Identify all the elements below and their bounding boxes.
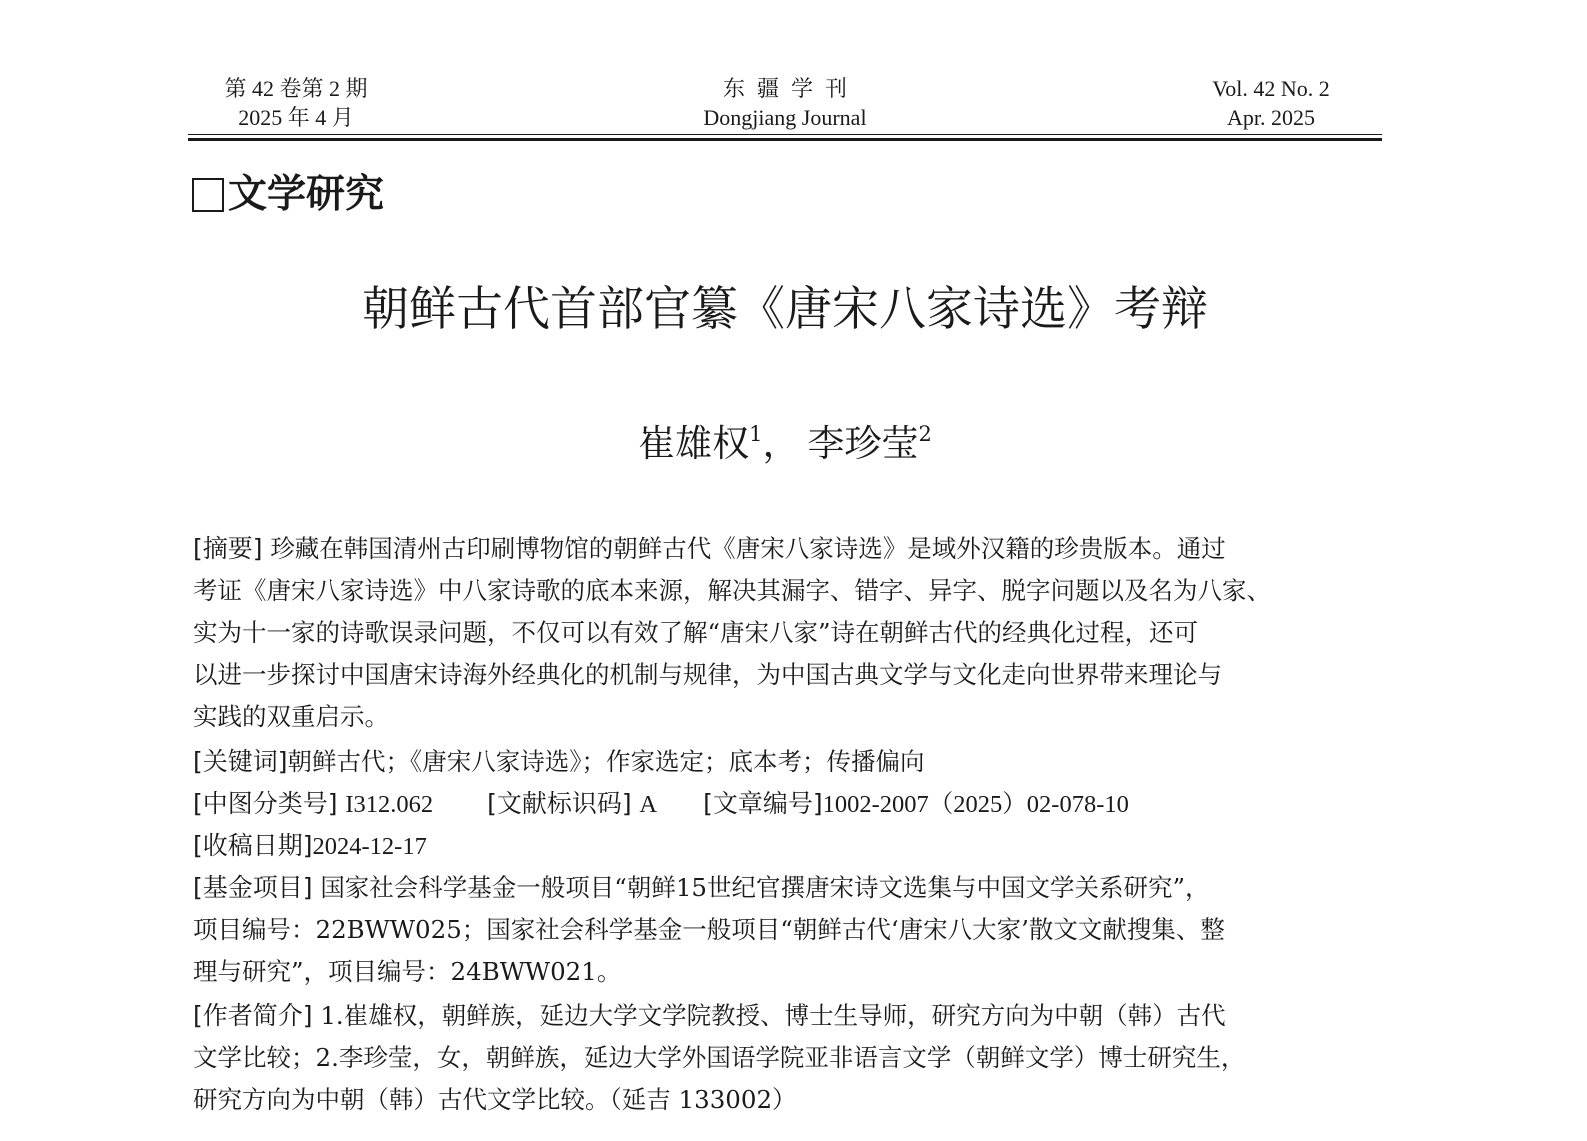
section-label: 文学研究 bbox=[228, 172, 385, 217]
section-box-icon bbox=[192, 178, 224, 212]
bio-line: 文学比较；2.李珍莹，女，朝鲜族，延边大学外国语学院亚非语言文学（朝鲜文学）博士研究生， bbox=[193, 1043, 1246, 1072]
issue-date-english: Apr. 2025 bbox=[1227, 105, 1315, 130]
document-code-value: A bbox=[639, 791, 658, 818]
author-list bbox=[188, 418, 1382, 470]
received-label: [收稿日期] bbox=[193, 831, 313, 860]
keywords bbox=[193, 741, 1383, 783]
section-heading bbox=[192, 170, 384, 220]
bio-text: 1.崔雄权，朝鲜族，延边大学文学院教授、博士生导师，研究方向为中朝（韩）古代 bbox=[320, 1001, 1226, 1030]
funding-text: 国家社会科学基金一般项目“朝鲜15世纪官撰唐宋诗文选集与中国文学关系研究”， bbox=[320, 873, 1210, 902]
article-title: 朝鲜古代首部官纂《唐宋八家诗选》考辩 bbox=[362, 282, 1208, 337]
header-rule-thin bbox=[188, 134, 1382, 135]
author-name: 李珍莹 bbox=[807, 422, 919, 465]
funding-line: 理与研究”，项目编号：24BWW021。 bbox=[193, 957, 622, 986]
journal-name bbox=[675, 74, 895, 132]
volume-issue: 第 42 卷第 2 期 bbox=[224, 76, 368, 101]
article-number-value: 1002-2007（2025）02-078-10 bbox=[822, 791, 1129, 818]
funding bbox=[193, 867, 1383, 993]
volume-issue-english: Vol. 42 No. 2 bbox=[1212, 76, 1330, 101]
abstract-line: 考证《唐宋八家诗选》中八家诗歌的底本来源，解决其漏字、错字、异字、脱字问题以及名为八家、 bbox=[193, 576, 1271, 605]
journal-name-english: Dongjiang Journal bbox=[703, 105, 867, 130]
author-bio bbox=[193, 995, 1383, 1121]
clc-label: [中图分类号] bbox=[193, 789, 338, 818]
author-separator: ， bbox=[762, 422, 800, 465]
document-code-label: [文献标识码] bbox=[487, 789, 632, 818]
abstract-label: [摘要] bbox=[193, 534, 263, 563]
bio-line bbox=[193, 995, 1383, 1037]
received-value: 2024-12-17 bbox=[312, 833, 427, 860]
abstract-line bbox=[193, 528, 1383, 570]
funding-label: [基金项目] bbox=[193, 873, 313, 902]
abstract-line: 实践的双重启示。 bbox=[193, 702, 389, 731]
issue-info bbox=[206, 74, 386, 132]
article-number-label: [文章编号] bbox=[703, 789, 823, 818]
received-date bbox=[193, 825, 1383, 868]
bio-line: 研究方向为中朝（韩）古代文学比较。（延吉 133002） bbox=[193, 1085, 797, 1114]
author-affiliation-mark: 2 bbox=[918, 422, 932, 446]
keywords-label: [关键词] bbox=[193, 747, 288, 776]
clc-value: I312.062 bbox=[345, 791, 434, 818]
funding-line: 项目编号：22BWW025；国家社会科学基金一般项目“朝鲜古代‘唐宋八大家’散文文献搜集、整 bbox=[193, 915, 1225, 944]
author-name: 崔雄权 bbox=[638, 422, 750, 465]
keywords-text: 朝鲜古代；《唐宋八家诗选》；作家选定；底本考；传播偏向 bbox=[287, 747, 925, 776]
abstract bbox=[193, 528, 1383, 738]
bio-label: [作者简介] bbox=[193, 1001, 313, 1030]
abstract-line: 以进一步探讨中国唐宋诗海外经典化的机制与规律，为中国古典文学与文化走向世界带来理论与 bbox=[193, 660, 1222, 689]
classification-info bbox=[193, 783, 1383, 826]
journal-header bbox=[188, 74, 1382, 134]
header-rule-thick bbox=[188, 138, 1382, 141]
funding-line bbox=[193, 867, 1383, 909]
issue-info-english bbox=[1196, 74, 1346, 132]
journal-name-chinese: 东疆学刊 bbox=[722, 76, 859, 101]
abstract-text: 珍藏在韩国清州古印刷博物馆的朝鲜古代《唐宋八家诗选》是域外汉籍的珍贵版本。通过 bbox=[270, 534, 1226, 563]
abstract-line: 实为十一家的诗歌误录问题，不仅可以有效了解“唐宋八家”诗在朝鲜古代的经典化过程，还可 bbox=[193, 618, 1199, 647]
author-affiliation-mark: 1 bbox=[749, 422, 763, 446]
issue-date: 2025 年 4 月 bbox=[238, 105, 354, 130]
